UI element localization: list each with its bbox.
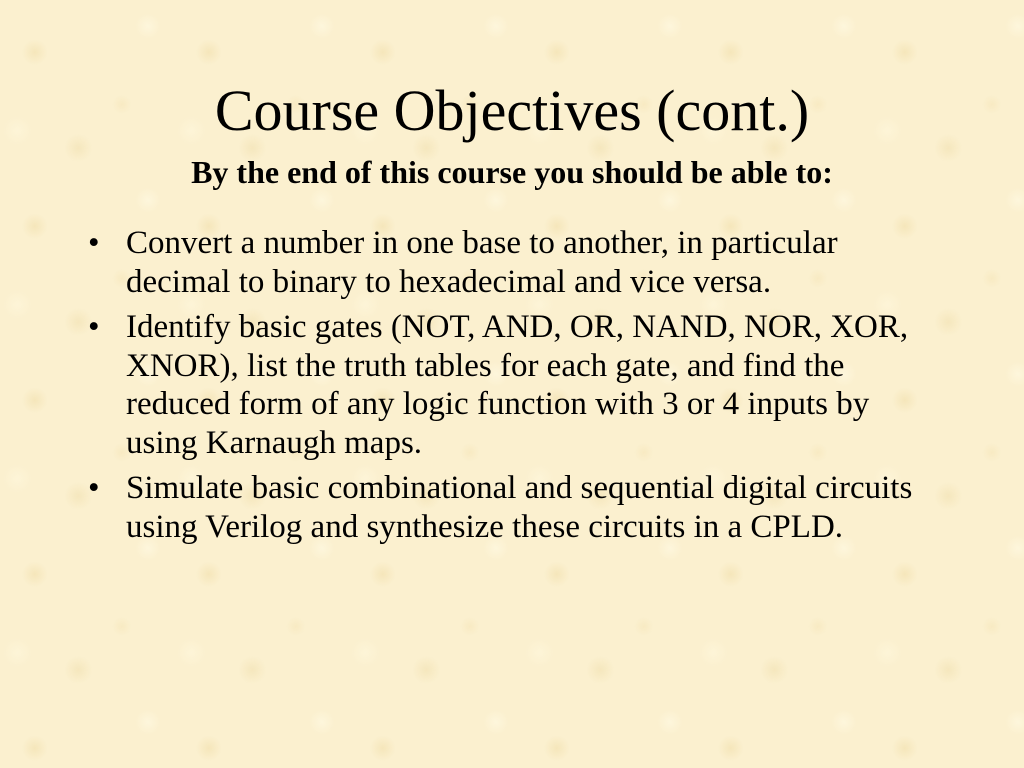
slide-subtitle: By the end of this course you should be able to: (191, 154, 833, 190)
list-item (82, 469, 932, 546)
bullet-icon: • (88, 470, 100, 506)
objectives-list (82, 224, 932, 553)
list-item (82, 224, 932, 301)
bullet-text: Convert a number in one base to another, in particular decimal to binary to hexadecimal and vice versa. (126, 225, 838, 300)
bullet-icon: • (88, 309, 100, 345)
list-item (82, 308, 932, 462)
slide-title: Course Objectives (cont.) (214, 78, 810, 143)
bullet-text: Simulate basic combinational and sequential digital circuits using Verilog and synthesize these circuits in a CPLD. (126, 470, 913, 545)
bullet-icon: • (88, 225, 100, 261)
bullet-text: Identify basic gates (NOT, AND, OR, NAND, NOR, XOR, XNOR), list the truth tables for each gate, and find the reduced form of any logic function with 3 or 4 inputs by using Karnaugh maps. (126, 309, 909, 461)
